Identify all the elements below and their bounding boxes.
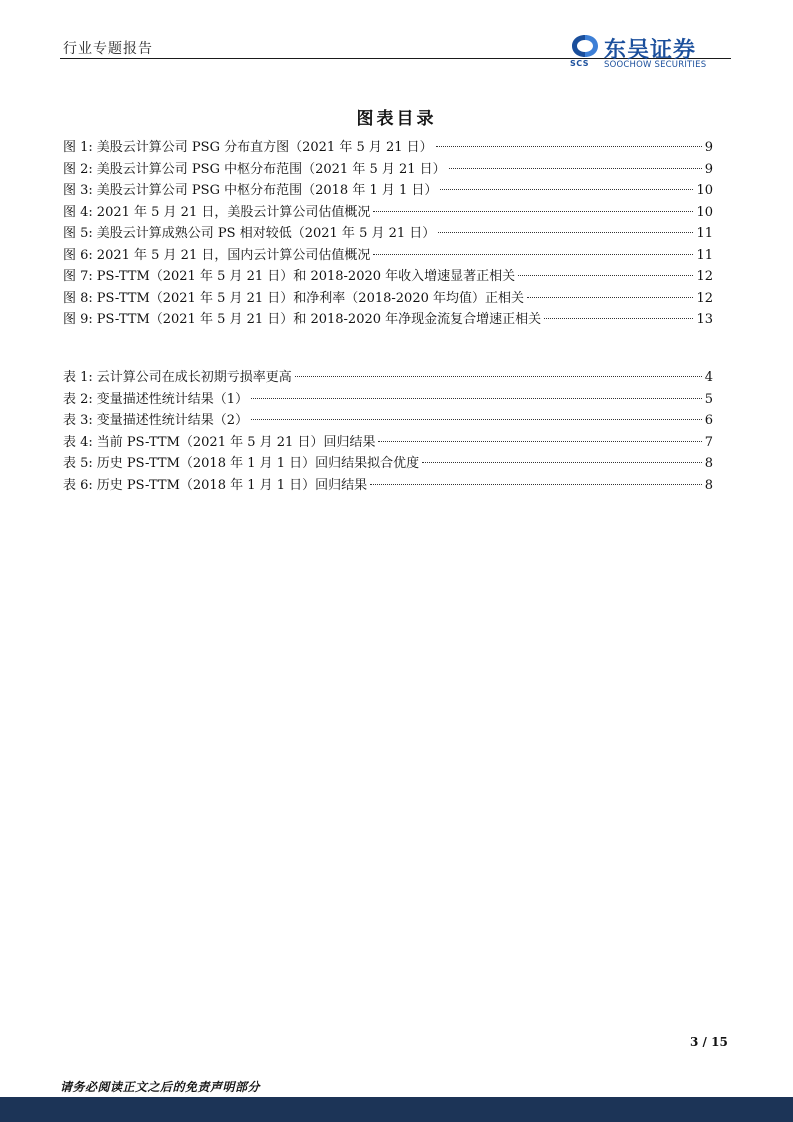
- entry-label: 图 5:: [63, 226, 93, 241]
- entry-text: 美股云计算成熟公司 PS 相对较低（2021 年 5 月 21 日）: [96, 226, 436, 241]
- toc-entry-table-4[interactable]: [63, 432, 713, 454]
- figure-list: [63, 137, 713, 331]
- table-list: [63, 367, 713, 496]
- entry-text: 2021 年 5 月 21 日，美股云计算公司估值概况: [96, 204, 371, 220]
- toc-entry-figure-2[interactable]: [63, 159, 713, 181]
- entry-label: 图 1:: [63, 140, 93, 155]
- entry-label: 图 9:: [63, 312, 93, 327]
- entry-label: 图 6:: [63, 247, 93, 263]
- toc-entry-figure-9[interactable]: [63, 309, 713, 331]
- entry-label: 图 3:: [63, 183, 93, 198]
- dot-leader: [438, 232, 693, 233]
- logo-chinese-name: 东吴证券: [604, 38, 697, 63]
- entry-label: 表 6:: [63, 477, 93, 493]
- dot-leader: [373, 254, 693, 255]
- toc-entry-figure-3[interactable]: [63, 180, 713, 202]
- entry-label: 图 8:: [63, 290, 93, 306]
- logo-english-name: SOOCHOW SECURITIES: [604, 60, 707, 70]
- logo-mark-icon: [570, 34, 600, 58]
- entry-page: 10: [696, 204, 713, 220]
- company-logo: [570, 34, 732, 72]
- dot-leader: [373, 211, 693, 212]
- toc-entry-table-1[interactable]: [63, 367, 713, 389]
- toc-entry-figure-7[interactable]: [63, 266, 713, 288]
- entry-label: 图 4:: [63, 204, 93, 220]
- dot-leader: [436, 146, 702, 147]
- entry-text: 2021 年 5 月 21 日，国内云计算公司估值概况: [96, 247, 371, 263]
- entry-text: 变量描述性统计结果（2）: [96, 413, 249, 428]
- dot-leader: [422, 462, 702, 463]
- disclaimer-note: 请务必阅读正文之后的免责声明部分: [60, 1080, 261, 1094]
- entry-page: 4: [704, 370, 713, 385]
- entry-text: PS-TTM（2021 年 5 月 21 日）和净利率（2018-2020 年均值）正相关: [96, 290, 525, 306]
- toc-entry-table-5[interactable]: [63, 453, 713, 475]
- dot-leader: [440, 189, 693, 190]
- toc-entry-figure-6[interactable]: [63, 245, 713, 267]
- entry-label: 表 1:: [63, 370, 93, 385]
- entry-text: 美股云计算公司 PSG 分布直方图（2021 年 5 月 21 日）: [96, 140, 433, 155]
- entry-text: 云计算公司在成长初期亏损率更高: [96, 370, 292, 385]
- dot-leader: [544, 318, 693, 319]
- page-number: 3 / 15: [690, 1035, 728, 1049]
- toc-entry-table-6[interactable]: [63, 475, 713, 497]
- entry-text: PS-TTM（2021 年 5 月 21 日）和 2018-2020 年收入增速显著正相关: [96, 269, 516, 284]
- dot-leader: [251, 419, 702, 420]
- entry-label: 图 2:: [63, 161, 93, 177]
- entry-text: 美股云计算公司 PSG 中枢分布范围（2021 年 5 月 21 日）: [96, 161, 446, 177]
- entry-label: 表 3:: [63, 413, 93, 428]
- dot-leader: [295, 376, 702, 377]
- entry-text: 当前 PS-TTM（2021 年 5 月 21 日）回归结果: [96, 434, 376, 450]
- entry-page: 9: [704, 140, 713, 155]
- dot-leader: [251, 398, 702, 399]
- entry-page: 9: [704, 161, 713, 177]
- dot-leader: [527, 297, 693, 298]
- toc-title: 图表目录: [356, 109, 437, 129]
- entry-page: 11: [696, 226, 713, 241]
- toc-entry-figure-5[interactable]: [63, 223, 713, 245]
- entry-text: 美股云计算公司 PSG 中枢分布范围（2018 年 1 月 1 日）: [96, 183, 438, 198]
- dot-leader: [378, 441, 701, 442]
- entry-text: PS-TTM（2021 年 5 月 21 日）和 2018-2020 年净现金流复合增速正相关: [96, 312, 542, 327]
- entry-label: 图 7:: [63, 269, 93, 284]
- entry-page: 7: [704, 434, 713, 450]
- entry-page: 12: [696, 290, 713, 306]
- dot-leader: [449, 168, 702, 169]
- toc-entry-table-2[interactable]: [63, 389, 713, 411]
- toc-entry-figure-4[interactable]: [63, 202, 713, 224]
- report-type-label: 行业专题报告: [63, 41, 153, 57]
- entry-page: 13: [696, 312, 713, 327]
- entry-label: 表 2:: [63, 391, 93, 407]
- entry-text: 历史 PS-TTM（2018 年 1 月 1 日）回归结果: [96, 477, 368, 493]
- entry-label: 表 4:: [63, 434, 93, 450]
- dot-leader: [518, 275, 693, 276]
- entry-page: 5: [704, 391, 713, 407]
- entry-page: 6: [704, 413, 713, 428]
- dot-leader: [370, 484, 702, 485]
- toc-entry-figure-1[interactable]: [63, 137, 713, 159]
- logo-mark-text: SCS: [570, 59, 590, 68]
- toc-entry-table-3[interactable]: [63, 410, 713, 432]
- entry-page: 10: [696, 183, 713, 198]
- entry-page: 11: [696, 247, 713, 263]
- entry-page: 12: [696, 269, 713, 284]
- footer-bar: [0, 1097, 793, 1122]
- toc-entry-figure-8[interactable]: [63, 288, 713, 310]
- entry-page: 8: [704, 456, 713, 471]
- entry-label: 表 5:: [63, 456, 93, 471]
- entry-text: 变量描述性统计结果（1）: [96, 391, 249, 407]
- entry-page: 8: [704, 477, 713, 493]
- entry-text: 历史 PS-TTM（2018 年 1 月 1 日）回归结果拟合优度: [96, 456, 420, 471]
